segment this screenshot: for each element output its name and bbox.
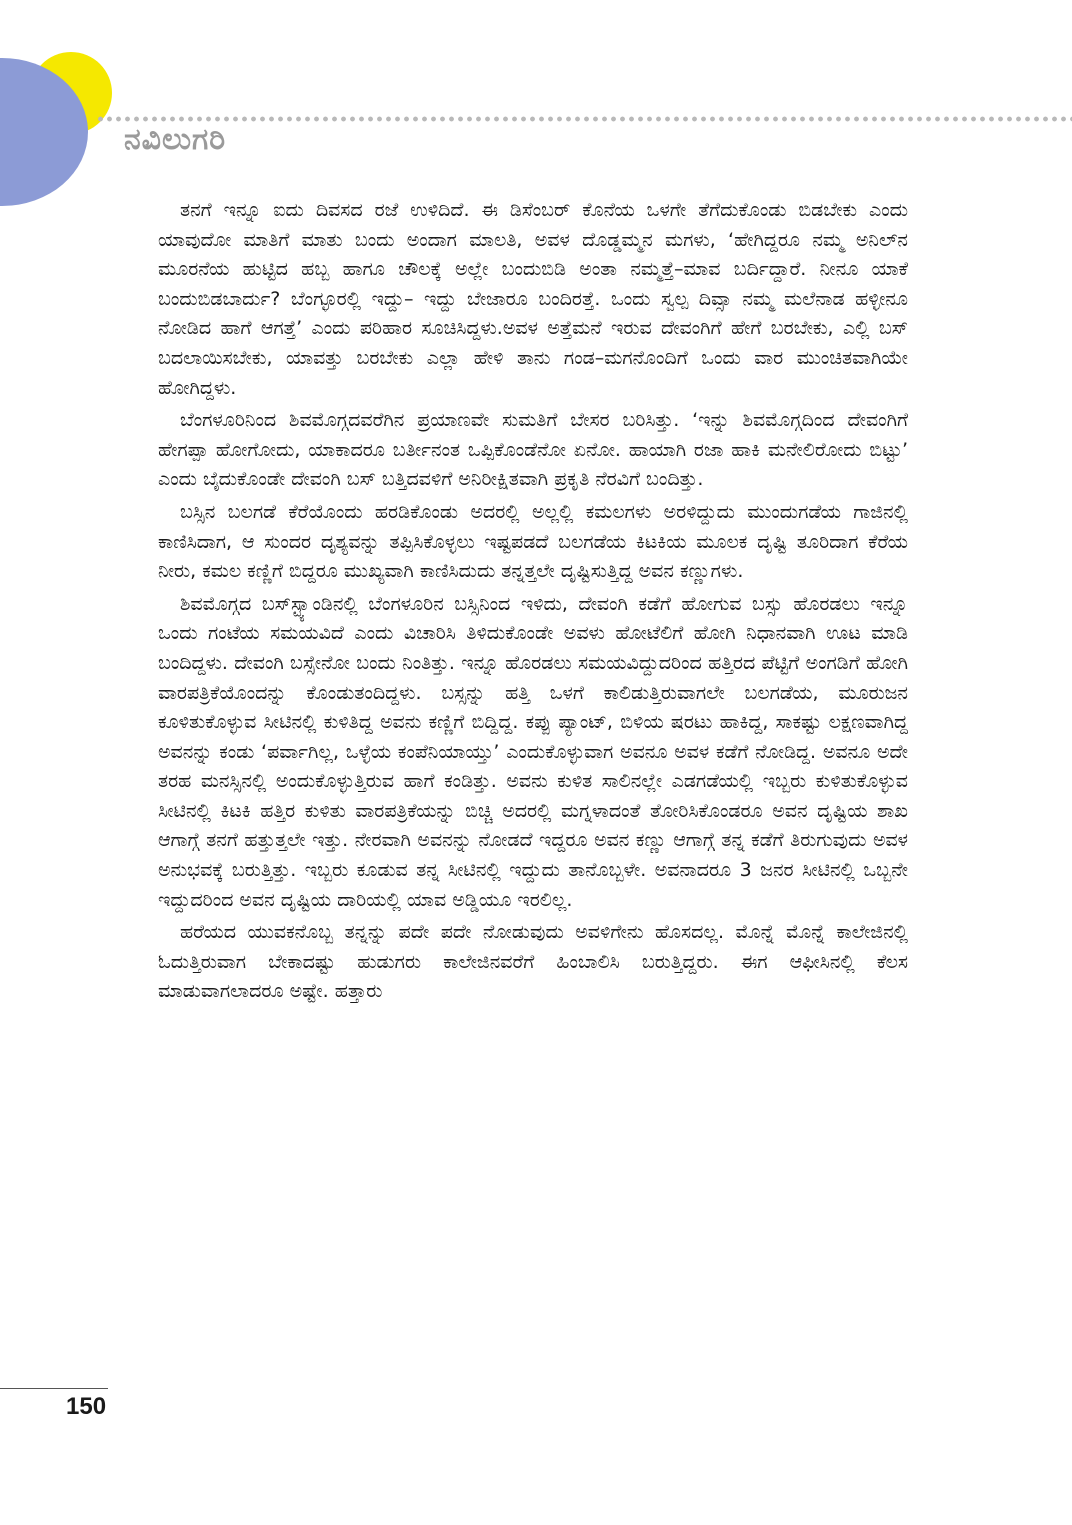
paragraph: ಹರೆಯದ ಯುವಕನೊಬ್ಬ ತನ್ನನ್ನು ಪದೇ ಪದೇ ನೋಡುವುದು ಅವಳಿಗೇನು ಹೊಸದಲ್ಲ. ಮೊನ್ನೆ ಮೊನ್ನೆ ಕಾಲೇಜಿನಲ್ಲಿ ಓದುತ್ತಿರುವಾಗ ಬೇಕಾದಷ್ಟು ಹುಡುಗರು ಕಾಲೇಜಿನವರೆಗೆ ಹಿಂಬಾಲಿಸಿ ಬರುತ್ತಿದ್ದರು. ಈಗ ಆಫೀಸಿನಲ್ಲಿ ಕೆಲಸ ಮಾಡುವಾಗಲಾದರೂ ಅಷ್ಟೇ. ಹತ್ತಾರು [158,921,908,1003]
footer-rule [0,1388,108,1389]
body-text [158,196,908,1396]
paragraph: ತನಗೆ ಇನ್ನೂ ಐದು ದಿವಸದ ರಜೆ ಉಳಿದಿದೆ. ಈ ಡಿಸೆಂಬರ್ ಕೊನೆಯ ಒಳಗೇ ತೆಗೆದುಕೊಂಡು ಬಿಡಬೇಕು ಎಂದು ಯಾವುದೋ ಮಾತಿಗೆ ಮಾತು ಬಂದು ಅಂದಾಗ ಮಾಲತಿ, ಅವಳ ದೊಡ್ಡಮ್ಮನ ಮಗಳು, ‘ಹೇಗಿದ್ದರೂ ನಮ್ಮ ಅನಿಲ್‌ನ ಮೂರನೆಯ ಹುಟ್ಟಿದ ಹಬ್ಬ ಹಾಗೂ ಚೌಲಕ್ಕೆ ಅಲ್ಲೇ ಬಂದುಬಿಡಿ ಅಂತಾ ನಮ್ಮತ್ತೆ–ಮಾವ ಬರ್ದಿದ್ದಾರೆ. ನೀನೂ ಯಾಕೆ ಬಂದುಬಿಡಬಾರ್ದು? ಬೆಂಗ್ಳೂರಲ್ಲಿ ಇದ್ದು– ಇದ್ದು ಬೇಜಾರೂ ಬಂದಿರತ್ತೆ. ಒಂದು ಸ್ವಲ್ಪ ದಿವ್ಸಾ ನಮ್ಮ ಮಲೆನಾಡ ಹಳ್ಳೀನೂ ನೋಡಿದ ಹಾಗೆ ಆಗತ್ತೆ’ ಎಂದು ಪರಿಹಾರ ಸೂಚಿಸಿದ್ದಳು.ಅವಳ ಅತ್ತೆಮನೆ ಇರುವ ದೇವಂಗಿಗೆ ಹೇಗೆ ಬರಬೇಕು, ಎಲ್ಲಿ ಬಸ್ ಬದಲಾಯಿಸಬೇಕು, ಯಾವತ್ತು ಬರಬೇಕು ಎಲ್ಲಾ ಹೇಳಿ ತಾನು ಗಂಡ–ಮಗನೊಂದಿಗೆ ಒಂದು ವಾರ ಮುಂಚಿತವಾಗಿಯೇ ಹೋಗಿದ್ದಳು. [158,199,908,399]
page-number: 150 [66,1393,107,1420]
paragraph: ಬೆಂಗಳೂರಿನಿಂದ ಶಿವಮೊಗ್ಗದವರೆಗಿನ ಪ್ರಯಾಣವೇ ಸುಮತಿಗೆ ಬೇಸರ ಬರಿಸಿತ್ತು. ‘ಇನ್ನು ಶಿವಮೊಗ್ಗದಿಂದ ದೇವಂಗಿಗೆ ಹೇಗಪ್ಪಾ ಹೋಗೋದು, ಯಾಕಾದರೂ ಬರ್ತೀನಂತ ಒಪ್ಪಿಕೊಂಡೆನೋ ಏನೋ. ಹಾಯಾಗಿ ರಜಾ ಹಾಕಿ ಮನೇಲಿರೋದು ಬಿಟ್ಟು’ ಎಂದು ಬೈದುಕೊಂಡೇ ದೇವಂಗಿ ಬಸ್ ಬತ್ತಿದವಳಿಗೆ ಅನಿರೀಕ್ಷಿತವಾಗಿ ಪ್ರಕೃತಿ ನೆರವಿಗೆ ಬಂದಿತ್ತು. [158,409,908,491]
dotted-divider [96,116,1072,122]
section-title: ನವಿಲುಗರಿ [124,122,227,157]
paragraph: ಶಿವಮೊಗ್ಗದ ಬಸ್‌ಸ್ಟ್ಯಾಂಡಿನಲ್ಲಿ ಬೆಂಗಳೂರಿನ ಬಸ್ಸಿನಿಂದ ಇಳಿದು, ದೇವಂಗಿ ಕಡೆಗೆ ಹೋಗುವ ಬಸ್ಸು ಹೊರಡಲು ಇನ್ನೂ ಒಂದು ಗಂಟೆಯ ಸಮಯವಿದೆ ಎಂದು ವಿಚಾರಿಸಿ ತಿಳಿದುಕೊಂಡೇ ಅವಳು ಹೋಟೆಲಿಗೆ ಹೋಗಿ ನಿಧಾನವಾಗಿ ಊಟ ಮಾಡಿ ಬಂದಿದ್ದಳು. ದೇವಂಗಿ ಬಸ್ಸೇನೋ ಬಂದು ನಿಂತಿತ್ತು. ಇನ್ನೂ ಹೊರಡಲು ಸಮಯವಿದ್ದುದರಿಂದ ಹತ್ತಿರದ ಪೆಟ್ಟಿಗೆ ಅಂಗಡಿಗೆ ಹೋಗಿ ವಾರಪತ್ರಿಕೆಯೊಂದನ್ನು ಕೊಂಡುತಂದಿದ್ದಳು. ಬಸ್ಸನ್ನು ಹತ್ತಿ ಒಳಗೆ ಕಾಲಿಡುತ್ತಿರುವಾಗಲೇ ಬಲಗಡೆಯ, ಮೂರುಜನ ಕೂಳಿತುಕೊಳ್ಳುವ ಸೀಟಿನಲ್ಲಿ ಕುಳಿತಿದ್ದ ಅವನು ಕಣ್ಣಿಗೆ ಬಿದ್ದಿದ್ದ. ಕಪ್ಪು ಪ್ಯಾಂಟ್, ಬಿಳಿಯ ಷರಟು ಹಾಕಿದ್ದ, ಸಾಕಷ್ಟು ಲಕ್ಷಣವಾಗಿದ್ದ ಅವನನ್ನು ಕಂಡು ‘ಪರ್ವಾಗಿಲ್ಲ, ಒಳ್ಳೆಯ ಕಂಪೆನಿಯಾಯ್ತು’ ಎಂದುಕೊಳ್ಳುವಾಗ ಅವನೂ ಅವಳ ಕಡೆಗೆ ನೋಡಿದ್ದ. ಅವನೂ ಅದೇ ತರಹ ಮನಸ್ಸಿನಲ್ಲಿ ಅಂದುಕೊಳ್ಳುತ್ತಿರುವ ಹಾಗೆ ಕಂಡಿತ್ತು. ಅವನು ಕುಳಿತ ಸಾಲಿನಲ್ಲೇ ಎಡಗಡೆಯಲ್ಲಿ ಇಬ್ಬರು ಕುಳಿತುಕೊಳ್ಳುವ ಸೀಟಿನಲ್ಲಿ ಕಿಟಕಿ ಹತ್ತಿರ ಕುಳಿತು ವಾರಪತ್ರಿಕೆಯನ್ನು ಬಿಚ್ಚಿ ಅದರಲ್ಲಿ ಮಗ್ನಳಾದಂತೆ ತೋರಿಸಿಕೊಂಡರೂ ಅವನ ದೃಷ್ಟಿಯ ಶಾಖ ಆಗಾಗ್ಗೆ ತನಗೆ ಹತ್ತುತ್ತಲೇ ಇತ್ತು. ನೇರವಾಗಿ ಅವನನ್ನು ನೋಡದೆ ಇದ್ದರೂ ಅವನ ಕಣ್ಣು ಆಗಾಗ್ಗೆ ತನ್ನ ಕಡೆಗೆ ತಿರುಗುವುದು ಅವಳ ಅನುಭವಕ್ಕೆ ಬರುತ್ತಿತ್ತು. ಇಬ್ಬರು ಕೂಡುವ ತನ್ನ ಸೀಟಿನಲ್ಲಿ ಇದ್ದುದು ತಾನೊಬ್ಬಳೇ. ಅವನಾದರೂ 3 ಜನರ ಸೀಟಿನಲ್ಲಿ ಒಬ್ಬನೇ ಇದ್ದುದರಿಂದ ಅವನ ದೃಷ್ಟಿಯ ದಾರಿಯಲ್ಲಿ ಯಾವ ಅಡ್ಡಿಯೂ ಇರಲಿಲ್ಲ. [158,592,908,911]
paragraph: ಬಸ್ಸಿನ ಬಲಗಡೆ ಕೆರೆಯೊಂದು ಹರಡಿಕೊಂಡು ಅದರಲ್ಲಿ ಅಲ್ಲಲ್ಲಿ ಕಮಲಗಳು ಅರಳಿದ್ದುದು ಮುಂದುಗಡೆಯ ಗಾಜಿನಲ್ಲಿ ಕಾಣಿಸಿದಾಗ, ಆ ಸುಂದರ ದೃಶ್ಯವನ್ನು ತಪ್ಪಿಸಿಕೊಳ್ಳಲು ಇಷ್ಟಪಡದೆ ಬಲಗಡೆಯ ಕಿಟಕಿಯ ಮೂಲಕ ದೃಷ್ಟಿ ತೂರಿದಾಗ ಕೆರೆಯ ನೀರು, ಕಮಲ ಕಣ್ಣಿಗೆ ಬಿದ್ದರೂ ಮುಖ್ಯವಾಗಿ ಕಾಣಿಸಿದುದು ತನ್ನತ್ತಲೇ ದೃಷ್ಟಿಸುತ್ತಿದ್ದ ಅವನ ಕಣ್ಣುಗಳು. [158,500,908,583]
